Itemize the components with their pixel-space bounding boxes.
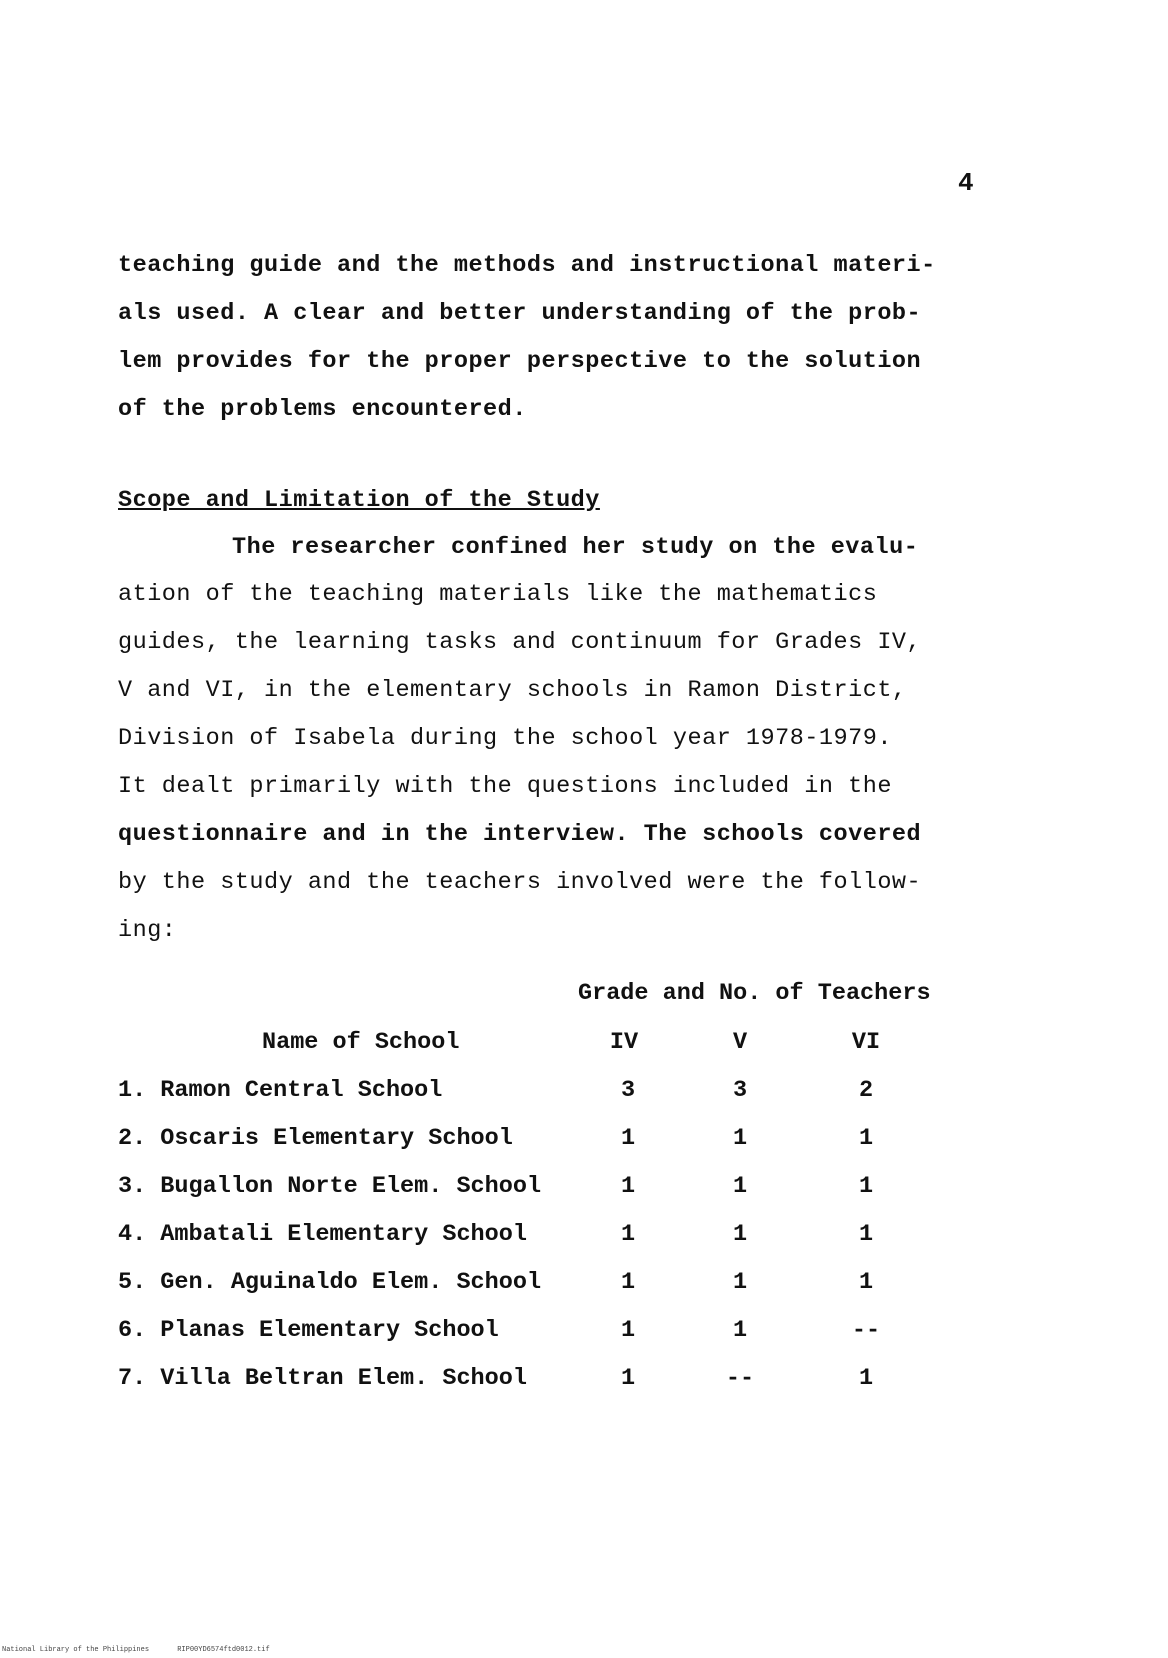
body-line: guides, the learning tasks and continuum for Grades IV,	[118, 629, 922, 656]
teachers-vi: 1	[858, 1269, 874, 1296]
teachers-v: 1	[732, 1317, 748, 1344]
teachers-iv: 1	[620, 1317, 636, 1344]
body-line: by the study and the teachers involved were the follow-	[118, 869, 922, 896]
school-name: 7. Villa Beltran Elem. School	[118, 1365, 527, 1392]
school-name: 1. Ramon Central School	[118, 1077, 443, 1104]
teachers-v: 1	[732, 1269, 748, 1296]
teachers-vi: 2	[858, 1077, 874, 1104]
teachers-iv: 1	[620, 1173, 636, 1200]
body-line: ation of the teaching materials like the mathematics	[118, 581, 878, 608]
teachers-vi: 1	[858, 1221, 874, 1248]
body-line: The researcher confined her study on the evalu-	[232, 534, 919, 561]
page-number: 4	[958, 168, 974, 198]
body-line: V and VI, in the elementary schools in Ramon District,	[118, 677, 907, 704]
section-heading: Scope and Limitation of the Study	[118, 487, 600, 514]
teachers-v: 1	[732, 1221, 748, 1248]
teachers-vi: 1	[858, 1173, 874, 1200]
table-grade-header-vi: VI	[851, 1029, 881, 1056]
table-group-header: Grade and No. of Teachers	[578, 980, 931, 1007]
body-line: questionnaire and in the interview. The schools covered	[118, 821, 922, 848]
body-line: ing:	[118, 917, 177, 944]
body-line: It dealt primarily with the questions included in the	[118, 773, 892, 800]
scan-footer	[2, 1646, 294, 1654]
teachers-iv: 1	[620, 1125, 636, 1152]
teachers-vi: 1	[858, 1365, 874, 1392]
table-grade-header-v: V	[732, 1029, 748, 1056]
school-name: 3. Bugallon Norte Elem. School	[118, 1173, 542, 1200]
footer-file: RIP00YD6574ftd0012.tif	[177, 1646, 270, 1654]
teachers-v: 1	[732, 1173, 748, 1200]
teachers-iv: 1	[620, 1221, 636, 1248]
body-line: Division of Isabela during the school year 1978-1979.	[118, 725, 892, 752]
teachers-vi: --	[851, 1317, 881, 1344]
table-grade-header-iv: IV	[609, 1029, 639, 1056]
intro-line: als used. A clear and better understanding of the prob-	[118, 300, 922, 327]
intro-line: teaching guide and the methods and instructional materi-	[118, 252, 936, 279]
table-name-header: Name of School	[262, 1029, 460, 1056]
teachers-iv: 1	[620, 1269, 636, 1296]
teachers-v: 1	[732, 1125, 748, 1152]
school-name: 2. Oscaris Elementary School	[118, 1125, 513, 1152]
school-name: 5. Gen. Aguinaldo Elem. School	[118, 1269, 542, 1296]
teachers-vi: 1	[858, 1125, 874, 1152]
school-name: 4. Ambatali Elementary School	[118, 1221, 527, 1248]
intro-line: of the problems encountered.	[118, 396, 527, 423]
footer-library: National Library of the Philippines	[2, 1646, 150, 1654]
intro-line: lem provides for the proper perspective to the solution	[118, 348, 922, 375]
teachers-iv: 1	[620, 1365, 636, 1392]
teachers-iv: 3	[620, 1077, 636, 1104]
teachers-v: 3	[732, 1077, 748, 1104]
school-name: 6. Planas Elementary School	[118, 1317, 499, 1344]
teachers-v: --	[725, 1365, 755, 1392]
